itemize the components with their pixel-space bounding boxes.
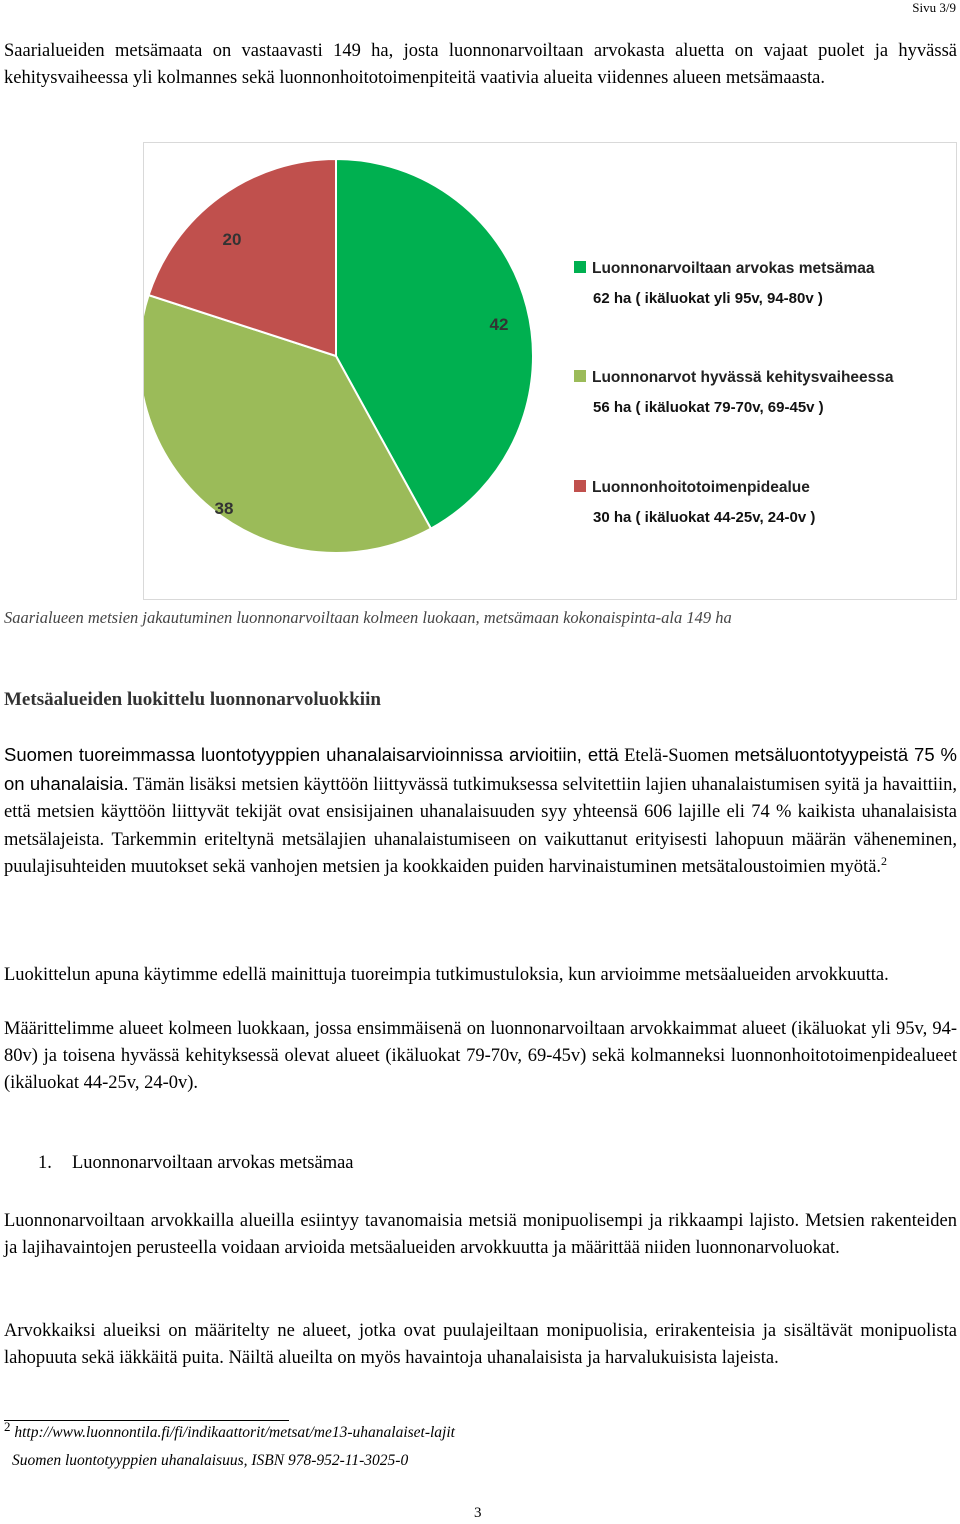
legend-detail-0: 62 ha ( ikäluokat yli 95v, 94-80v ) bbox=[593, 290, 823, 307]
pie-data-label-0: 42 bbox=[489, 315, 509, 334]
footnote-mark: 2 bbox=[4, 1418, 11, 1434]
intro-paragraph: Saarialueiden metsämaata on vastaavasti 149 ha, josta luonnonarvoiltaan arvokasta aluetta on vajaat puolet ja hyvässä kehitysvaiheessa yli kolmannes sekä luonnonhoitotoimenpiteitä vaativia alueita viidennes alueen metsämaasta. bbox=[4, 41, 957, 89]
pie-chart-frame bbox=[143, 142, 957, 600]
paragraph-1 bbox=[4, 741, 957, 881]
paragraph-3: Määrittelimme alueet kolmeen luokkaan, jossa ensimmäisenä on luonnonarvoiltaan arvokkaimmat alueet (ikäluokat yli 95v, 94-80v) ja toisena hyvässä kehityksessä olevat alueet (ikäluokat 79-70v, 69-45v) sekä kolmanneksi luonnonhoitotoimenpidealueet (ikäluokat 44-25v, 24-0v). bbox=[4, 1019, 957, 1094]
legend-swatch-0 bbox=[574, 261, 586, 273]
pie-chart bbox=[144, 143, 956, 599]
list-label: Luonnonarvoiltaan arvokas metsämaa bbox=[72, 1153, 354, 1173]
footnote-url-line bbox=[4, 1418, 455, 1442]
chart-caption: Saarialueen metsien jakautuminen luonnonarvoiltaan kolmeen luokaan, metsämaan kokonaispinta-ala 149 ha bbox=[4, 608, 732, 627]
legend-label-1: Luonnonarvot hyvässä kehitysvaiheessa bbox=[592, 369, 894, 386]
paragraph-1-rest: Tämän lisäksi metsien käyttöön liittyvässä tutkimuksessa selvitettiin lajien uhanalaistumisen syitä ja havaittiin, että metsien käyttöön liittyvät tekijät ovat ensisijainen uhanalaisuuden syy yhteensä 606 lajille eli 74 % kaikista uhanalaisista metsälajeista. Tarkemmin eriteltynä metsälajien uhanalaistumiseen on vaikuttanut erityisesti lahopuun määrän väheneminen, puulajisuhteiden muutokset sekä vanhojen metsien ja kookkaiden puiden harvinaistuminen metsätaloustoimien myötä. bbox=[4, 775, 957, 877]
paragraph-4: Luonnonarvoiltaan arvokkailla alueilla esiintyy tavanomaisia metsiä monipuolisempi ja rikkaampi lajisto. Metsien rakenteiden ja lajihavaintojen perusteella voidaan arvioida metsäalueiden arvokkuutta ja määrittää niiden luonnonarvoluokat. bbox=[4, 1211, 957, 1259]
legend-swatch-2 bbox=[574, 480, 586, 492]
paragraph-1-mono: Suomen tuoreimmassa luontotyyppien uhanalaisarvioinnissa arvioitiin, että bbox=[4, 744, 619, 765]
footnote-divider bbox=[4, 1420, 289, 1421]
paragraph-1-after-mono: Etelä-Suomen bbox=[618, 746, 729, 766]
list-number: 1. bbox=[38, 1153, 52, 1173]
legend-label-2: Luonnonhoitotoimenpidealue bbox=[592, 479, 810, 496]
numbered-list-item bbox=[38, 1153, 354, 1174]
legend-detail-1: 56 ha ( ikäluokat 79-70v, 69-45v ) bbox=[593, 399, 824, 416]
pie-data-label-2: 20 bbox=[222, 230, 242, 249]
paragraph-2: Luokittelun apuna käytimme edellä mainittuja tuoreimpia tutkimustuloksia, kun arvioimme metsäalueiden arvokkuutta. bbox=[4, 965, 889, 985]
page-number: 3 bbox=[474, 1505, 482, 1521]
paragraph-5: Arvokkaiksi alueiksi on määritelty ne alueet, jotka ovat puulajeiltaan monipuolisia, erirakenteisia ja sisältävät monipuolista lahopuuta sekä iäkkäitä puita. Näiltä alueilta on myös havaintoja uhanalaisista ja harvalukuisista lajeista. bbox=[4, 1321, 957, 1369]
legend-label-0: Luonnonarvoiltaan arvokas metsämaa bbox=[592, 260, 875, 277]
legend-swatch-1 bbox=[574, 370, 586, 382]
pie-data-label-1: 38 bbox=[214, 499, 234, 518]
section-heading: Metsäalueiden luokittelu luonnonarvoluokkiin bbox=[4, 689, 381, 710]
legend-detail-2: 30 ha ( ikäluokat 44-25v, 24-0v ) bbox=[593, 509, 816, 526]
paragraph-1-mono-2: metsäluontotyypeistä 75 % on uhanalaisia. bbox=[4, 744, 957, 795]
footnote-ref[interactable]: 2 bbox=[881, 853, 888, 868]
page-label: Sivu 3/9 bbox=[912, 0, 956, 15]
footnote-url[interactable]: http://www.luonnontila.fi/fi/indikaattorit/metsat/me13-uhanalaiset-lajit bbox=[14, 1424, 455, 1441]
footnote-source: Suomen luontotyyppien uhanalaisuus, ISBN 978-952-11-3025-0 bbox=[12, 1452, 409, 1469]
